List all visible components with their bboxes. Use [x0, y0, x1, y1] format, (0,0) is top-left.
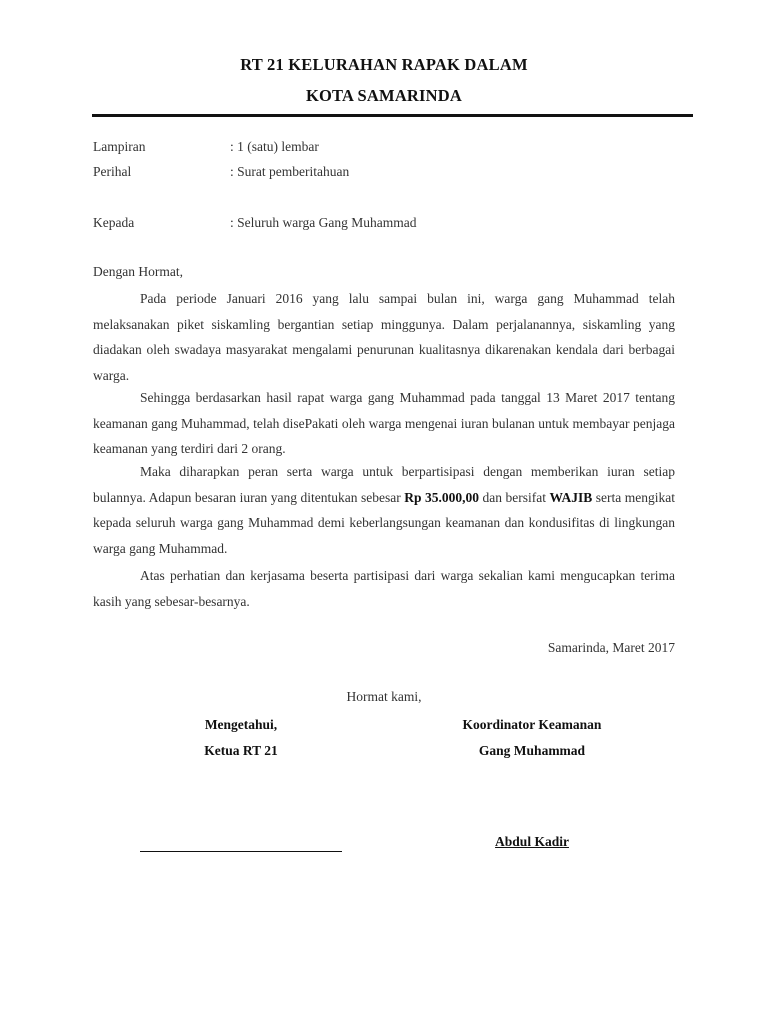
paragraph-3-part-a: Maka diharapkan peran serta warga untuk berpartisipasi dengan memberikan iuran setiap bulannya. Adapun besaran iuran yang ditentukan sebesar	[93, 464, 675, 505]
signature-line-left	[140, 851, 342, 852]
closing-salutation: Hormat kami,	[346, 689, 422, 704]
paragraph-2: Sehingga berdasarkan hasil rapat warga gang Muhammad pada tanggal 13 Maret 2017 tentang keamanan gang Muhammad, telah disePakati oleh warga mengenai iuran bulanan untuk membayar penjaga keamanan yang terdiri dari 2 orang.	[93, 390, 675, 456]
lampiran-label: Lampiran	[93, 139, 146, 154]
letter-date: Samarinda, Maret 2017	[547, 640, 675, 655]
greeting: Dengan Hormat,	[93, 264, 183, 279]
kepada-value: : Seluruh warga Gang Muhammad	[230, 215, 417, 230]
letterhead-city: KOTA SAMARINDA	[305, 86, 463, 105]
perihal-value: : Surat pemberitahuan	[230, 164, 350, 179]
paragraph-1: Pada periode Januari 2016 yang lalu sampai bulan ini, warga gang Muhammad telah melaksanakan piket siskamling bergantian setiap minggunya. Dalam perjalanannya, siskamling yang diadakan oleh swadaya masyarakat mengalami penurunan kualitasnya dikarenakan kendala dari berbagai warga.	[93, 291, 675, 383]
paragraph-3-part-c: serta mengikat kepada seluruh warga gang Muhammad demi keberlangsungan keamanan dan kondusifitas di lingkungan warga gang Muhammad.	[93, 489, 675, 556]
letterhead-title: RT 21 KELURAHAN RAPAK DALAM	[240, 55, 528, 74]
paragraph-3	[93, 459, 675, 561]
lampiran-value: : 1 (satu) lembar	[230, 139, 319, 154]
signature-left-line2: Ketua RT 21	[204, 742, 278, 758]
wajib-emphasis: WAJIB	[549, 489, 593, 505]
signature-right-line1: Koordinator Keamanan	[462, 717, 602, 732]
signature-left-line1: Mengetahui,	[204, 717, 278, 732]
kepada-label: Kepada	[93, 215, 135, 230]
header-divider	[92, 114, 693, 117]
signature-right-line2: Gang Muhammad	[478, 742, 586, 758]
signature-left-block	[141, 712, 341, 763]
signatory-name: Abdul Kadir	[495, 834, 569, 849]
signature-right-block	[432, 712, 632, 763]
perihal-label: Perihal	[93, 164, 132, 179]
paragraph-4: Atas perhatian dan kerjasama beserta partisipasi dari warga sekalian kami mengucapkan terima kasih yang sebesar-besarnya.	[93, 568, 675, 609]
paragraph-3-part-b: dan bersifat	[479, 489, 550, 505]
iuran-amount: Rp 35.000,00	[404, 489, 480, 505]
